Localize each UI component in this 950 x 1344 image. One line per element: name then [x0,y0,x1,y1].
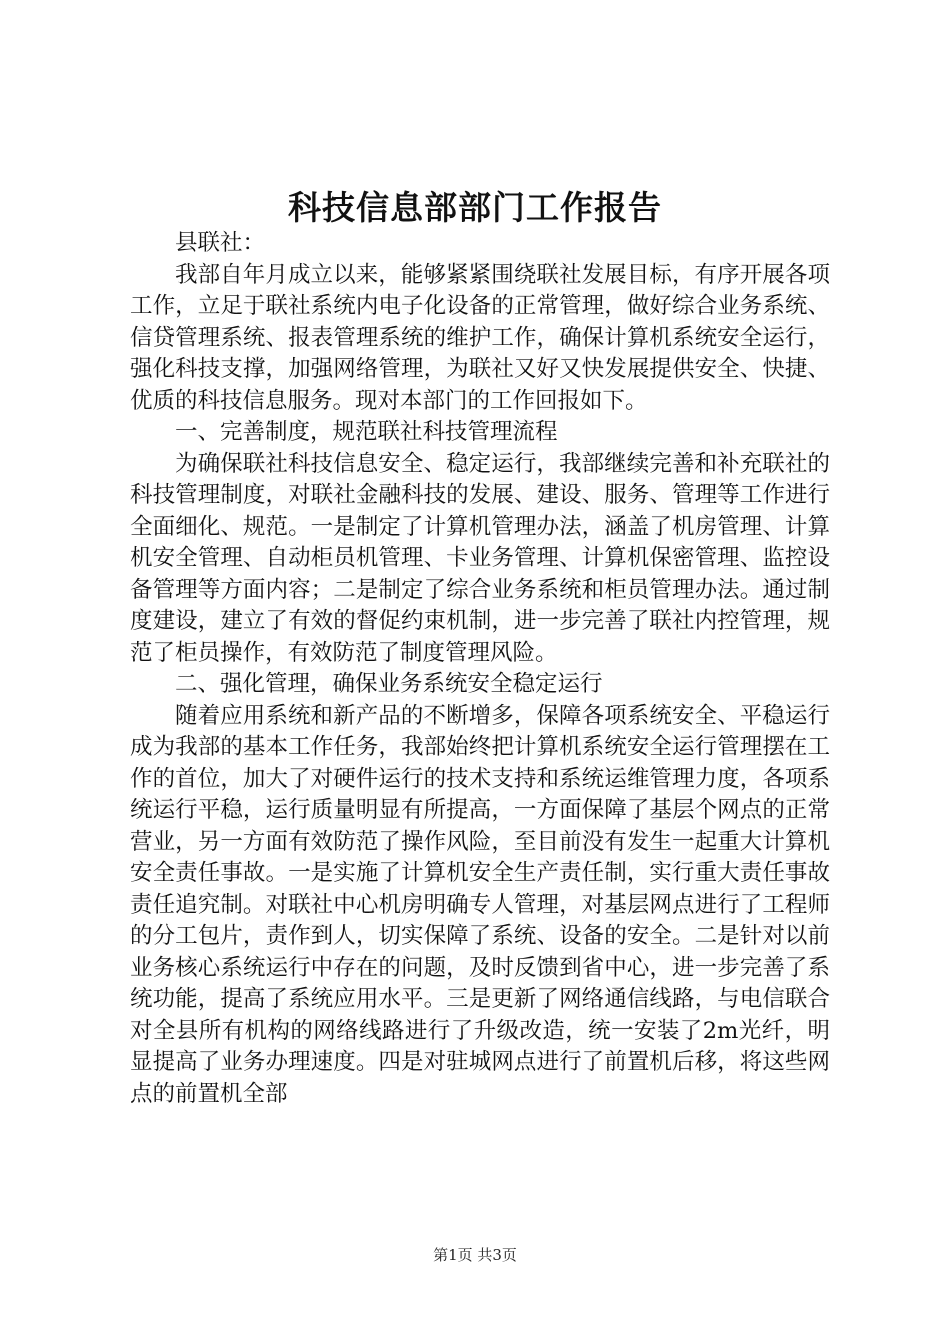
section-heading-2: 二、强化管理，确保业务系统安全稳定运行 [175,671,603,697]
paragraph-section-1: 为确保联社科技信息安全、稳定运行，我部继续完善和补充联社的科技管理制度，对联社金融科技的发展、建设、服务、管理等工作进行全面细化、规范。一是制定了计算机管理办法，涵盖了机房管理、计算机安全管理、自动柜员机管理、卡业务管理、计算机保密管理、监控设备管理等方面内容；二是制定了综合业务系统和柜员管理办法。通过制度建设，建立了有效的督促约束机制，进一步完善了联社内控管理，规范了柜员操作，有效防范了制度管理风险。 [130,450,830,666]
document-body [130,228,830,1110]
paragraph-section-2: 随着应用系统和新产品的不断增多，保障各项系统安全、平稳运行成为我部的基本工作任务，我部始终把计算机系统安全运行管理摆在工作的首位，加大了对硬件运行的技术支持和系统运维管理力度，各项系统运行平稳，运行质量明显有所提高，一方面保障了基层个网点的正常营业，另一方面有效防范了操作风险，至目前没有发生一起重大计算机安全责任事故。一是实施了计算机安全生产责任制，实行重大责任事故责任追究制。对联社中心机房明确专人管理，对基层网点进行了工程师的分工包片，责作到人，切实保障了系统、设备的安全。二是针对以前业务核心系统运行中存在的问题，及时反馈到省中心，进一步完善了系统功能，提高了系统应用水平。三是更新了网络通信线路，与电信联合对全县所有机构的网络线路进行了升级改造，统一安装了2m光纤，明显提高了业务办理速度。四是对驻城网点进行了前置机后移，将这些网点的前置机全部 [130,702,830,1107]
page-footer: 第1页 共3页 [433,1246,517,1264]
document-title: 科技信息部部门工作报告 [288,188,662,227]
paragraph-intro: 我部自年月成立以来，能够紧紧围绕联社发展目标，有序开展各项工作，立足于联社系统内电子化设备的正常管理，做好综合业务系统、信贷管理系统、报表管理系统的维护工作，确保计算机系统安全运行，强化科技支撑，加强网络管理，为联社又好又快发展提供安全、快捷、优质的科技信息服务。现对本部门的工作回报如下。 [130,261,830,414]
section-heading-1: 一、完善制度，规范联社科技管理流程 [175,419,558,445]
salutation: 县联社： [175,230,266,256]
